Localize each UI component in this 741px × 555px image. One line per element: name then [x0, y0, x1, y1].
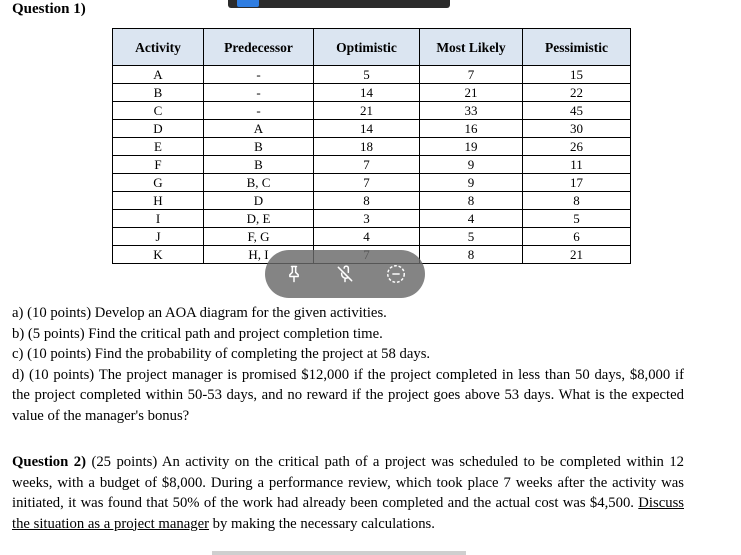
cell-most-likely: 8: [420, 192, 523, 210]
cell-pessimistic: 15: [523, 66, 631, 84]
column-header-optimistic: Optimistic: [314, 29, 420, 66]
pin-icon[interactable]: [277, 257, 311, 291]
meeting-chrome-accent: [237, 0, 259, 7]
table-row: [113, 174, 631, 192]
cell-optimistic: 21: [314, 102, 420, 120]
cell-activity: J: [113, 228, 204, 246]
cell-activity: G: [113, 174, 204, 192]
question-1-part-c: c) (10 points) Find the probability of completing the project at 58 days.: [12, 346, 431, 362]
cell-optimistic: 5: [314, 66, 420, 84]
table-row: [113, 228, 631, 246]
cell-most-likely: 19: [420, 138, 523, 156]
cell-optimistic: 7: [314, 174, 420, 192]
cell-most-likely: 5: [420, 228, 523, 246]
table-row: [113, 120, 631, 138]
question-2-label: Question 2): [12, 454, 86, 470]
cell-pessimistic: 11: [523, 156, 631, 174]
cell-activity: E: [113, 138, 204, 156]
question-1-heading: Question 1): [12, 1, 86, 17]
cell-predecessor: -: [204, 66, 314, 84]
cell-predecessor: -: [204, 84, 314, 102]
bottom-scrollbar-fragment[interactable]: [212, 551, 466, 555]
cell-predecessor: F, G: [204, 228, 314, 246]
column-header-predecessor: Predecessor: [204, 29, 314, 66]
cell-predecessor: D: [204, 192, 314, 210]
question-1-part-a: a) (10 points) Develop an AOA diagram for the given activities.: [12, 305, 387, 321]
question-2-underlined-text: Discuss the situation as a project manager: [12, 495, 684, 532]
cell-predecessor: -: [204, 102, 314, 120]
question-1-part-b: b) (5 points) Find the critical path and project completion time.: [12, 325, 383, 342]
cell-pessimistic: 5: [523, 210, 631, 228]
cell-most-likely: 33: [420, 102, 523, 120]
column-header-pessimistic: Pessimistic: [523, 29, 631, 66]
cell-predecessor: B: [204, 138, 314, 156]
cell-activity: K: [113, 246, 204, 264]
cell-activity: F: [113, 156, 204, 174]
cell-pessimistic: 45: [523, 102, 631, 120]
table-row: [113, 66, 631, 84]
cell-pessimistic: 30: [523, 120, 631, 138]
cell-pessimistic: 22: [523, 84, 631, 102]
meeting-chrome-bar: [228, 0, 450, 8]
cell-most-likely: 8: [420, 246, 523, 264]
cell-most-likely: 7: [420, 66, 523, 84]
cell-predecessor: B: [204, 156, 314, 174]
cell-activity: A: [113, 66, 204, 84]
cell-most-likely: 4: [420, 210, 523, 228]
question-1-part-d: d) (10 points) The project manager is promised $12,000 if the project completed in less than 50 days, $8,000 if the project completed within 50-53 days, and no reward if the project goes above 53 days. What is the expected value of the manager's bonus?: [12, 366, 684, 424]
mute-microphone-icon[interactable]: [328, 257, 362, 291]
cell-pessimistic: 17: [523, 174, 631, 192]
cell-activity: C: [113, 102, 204, 120]
table-header-row: [113, 29, 631, 66]
column-header-most-likely: Most Likely: [420, 29, 523, 66]
table-row: [113, 210, 631, 228]
cell-most-likely: 16: [420, 120, 523, 138]
question-2-paragraph: [12, 452, 684, 534]
cell-most-likely: 9: [420, 174, 523, 192]
question-1-parts: [12, 303, 684, 426]
table-row: [113, 156, 631, 174]
table-row: [113, 192, 631, 210]
question-2-text-part-2: by making the necessary calculations.: [208, 515, 435, 532]
activity-table-body: [113, 66, 631, 264]
cell-pessimistic: 26: [523, 138, 631, 156]
cell-pessimistic: 6: [523, 228, 631, 246]
cell-optimistic: 14: [314, 84, 420, 102]
table-row: [113, 102, 631, 120]
cell-activity: H: [113, 192, 204, 210]
cell-activity: I: [113, 210, 204, 228]
question-2-block: [12, 452, 684, 534]
column-header-activity: Activity: [113, 29, 204, 66]
cell-predecessor: H, I: [204, 246, 314, 264]
cell-predecessor: A: [204, 120, 314, 138]
cell-pessimistic: 21: [523, 246, 631, 264]
activity-table: [112, 28, 631, 264]
cell-optimistic: 14: [314, 120, 420, 138]
cell-most-likely: 21: [420, 84, 523, 102]
cell-optimistic: 18: [314, 138, 420, 156]
cell-activity: D: [113, 120, 204, 138]
cell-most-likely: 9: [420, 156, 523, 174]
cell-optimistic: 7: [314, 156, 420, 174]
more-options-icon[interactable]: [379, 257, 413, 291]
cell-activity: B: [113, 84, 204, 102]
cell-predecessor: D, E: [204, 210, 314, 228]
cell-optimistic: 8: [314, 192, 420, 210]
cell-pessimistic: 8: [523, 192, 631, 210]
table-row: [113, 138, 631, 156]
table-row: [113, 84, 631, 102]
media-controls-overlay[interactable]: [265, 250, 425, 298]
cell-predecessor: B, C: [204, 174, 314, 192]
cell-optimistic: 4: [314, 228, 420, 246]
activity-table-container: [112, 28, 631, 264]
question-2-text-part-1: (25 points) An activity on the critical path of a project was scheduled to be completed within 12 weeks, with a budget of $8,000. During a performance review, which took place 7 weeks after the activity was initiated, it was found that 50% of the work had already been completed and the actual cost was $4,500.: [12, 454, 685, 511]
cell-optimistic: 3: [314, 210, 420, 228]
